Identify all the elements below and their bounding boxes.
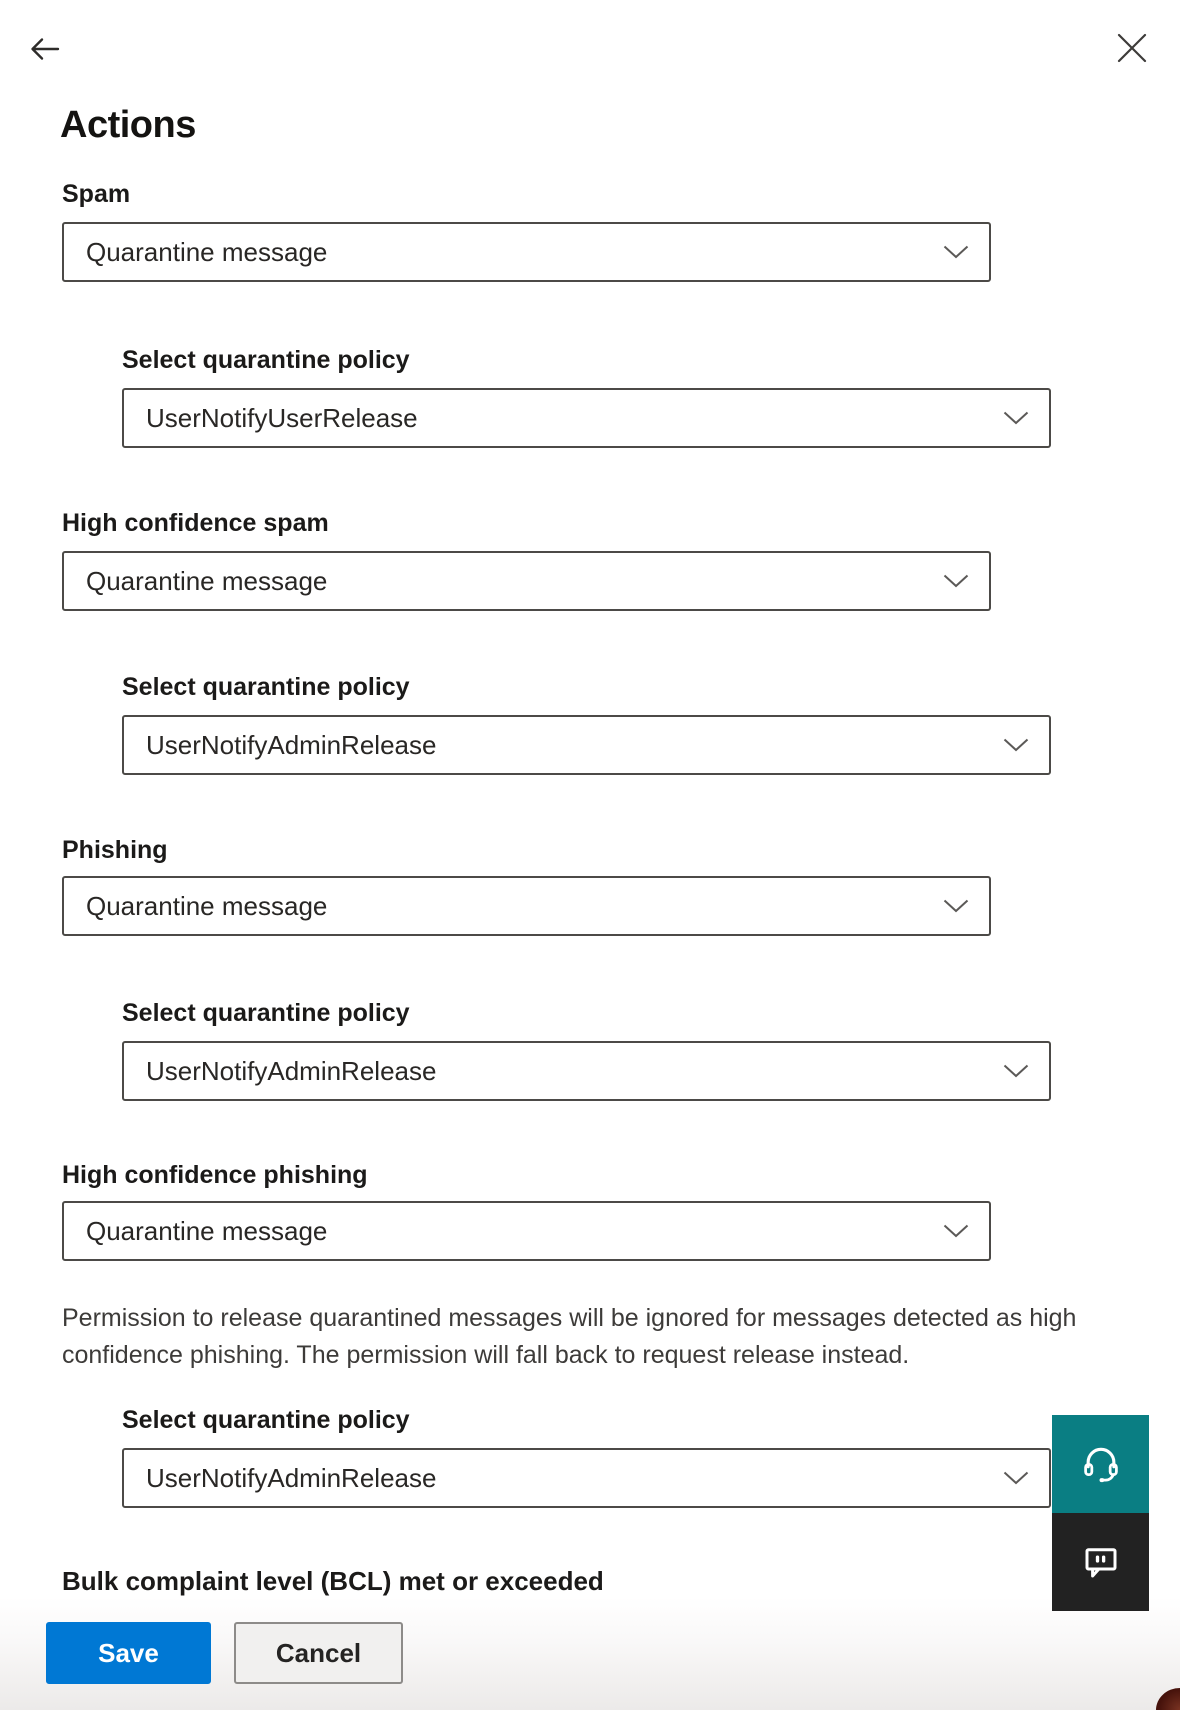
chevron-down-icon: [943, 245, 969, 259]
high-confidence-spam-action-value: Quarantine message: [86, 565, 328, 596]
chevron-down-icon: [943, 1224, 969, 1238]
spam-quarantine-policy-value: UserNotifyUserRelease: [146, 402, 418, 433]
close-button[interactable]: [1114, 30, 1150, 66]
chevron-down-icon: [1003, 1064, 1029, 1078]
help-support-button[interactable]: [1052, 1415, 1149, 1513]
high-confidence-spam-policy-select[interactable]: [122, 715, 1051, 775]
chevron-down-icon: [1003, 738, 1029, 752]
chevron-down-icon: [1003, 411, 1029, 425]
high-confidence-spam-action-select[interactable]: [62, 551, 991, 611]
chevron-down-icon: [943, 574, 969, 588]
page-title: Actions: [60, 104, 196, 146]
headset-icon: [1079, 1442, 1123, 1486]
chevron-down-icon: [1003, 1471, 1029, 1485]
phishing-action-value: Quarantine message: [86, 890, 328, 921]
high-confidence-phishing-action-value: Quarantine message: [86, 1215, 328, 1246]
spam-policy-label: Select quarantine policy: [122, 346, 410, 374]
phishing-quarantine-policy-select[interactable]: [122, 1041, 1051, 1101]
chat-icon: [1080, 1541, 1122, 1583]
close-icon: [1114, 54, 1150, 69]
bulk-complaint-level-heading: Bulk complaint level (BCL) met or exceeded: [62, 1566, 604, 1596]
high-confidence-phishing-policy-select[interactable]: [122, 1448, 1051, 1508]
high-confidence-phishing-action-select[interactable]: [62, 1201, 991, 1261]
phishing-policy-label: Select quarantine policy: [122, 999, 410, 1027]
phishing-quarantine-policy-value: UserNotifyAdminRelease: [146, 1055, 437, 1086]
feedback-chat-button[interactable]: [1052, 1513, 1149, 1611]
high-confidence-phishing-label: High confidence phishing: [62, 1161, 368, 1189]
spam-action-value: Quarantine message: [86, 236, 328, 267]
high-confidence-spam-policy-value: UserNotifyAdminRelease: [146, 729, 437, 760]
back-button[interactable]: [26, 30, 64, 68]
high-confidence-phishing-policy-label: Select quarantine policy: [122, 1406, 410, 1434]
high-confidence-spam-label: High confidence spam: [62, 509, 329, 537]
high-confidence-phishing-note: Permission to release quarantined messages will be ignored for messages detected as high confidence phishing. The permission will fall back to request release instead.: [62, 1304, 1077, 1369]
high-confidence-spam-policy-label: Select quarantine policy: [122, 673, 410, 701]
back-arrow-icon: [26, 56, 64, 71]
save-button[interactable]: Save: [46, 1622, 211, 1684]
spam-quarantine-policy-select[interactable]: [122, 388, 1051, 448]
spam-action-select[interactable]: [62, 222, 991, 282]
spam-label: Spam: [62, 180, 131, 208]
phishing-action-select[interactable]: [62, 876, 991, 936]
cancel-button[interactable]: Cancel: [234, 1622, 403, 1684]
phishing-label: Phishing: [62, 836, 168, 864]
high-confidence-phishing-policy-value: UserNotifyAdminRelease: [146, 1462, 437, 1493]
chevron-down-icon: [943, 899, 969, 913]
